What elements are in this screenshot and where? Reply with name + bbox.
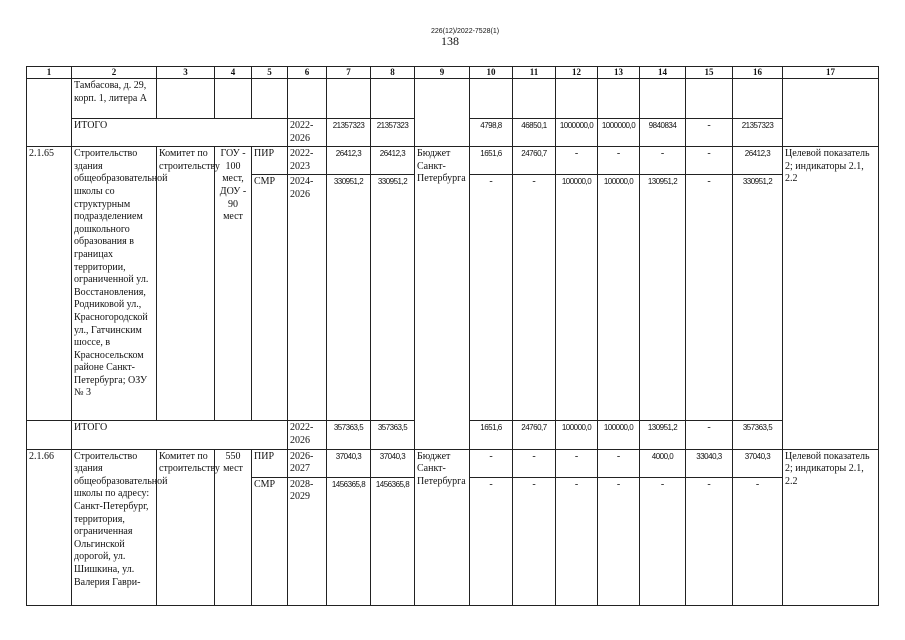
table-cell [598,79,640,119]
table-cell [215,79,252,119]
amount-cell: - [686,477,733,605]
amount-cell: 4798,8 [470,119,513,147]
amount-cell: 130951,2 [640,421,686,449]
amount-cell: - [470,477,513,605]
column-header: 11 [513,67,556,79]
column-header: 16 [733,67,783,79]
column-header: 7 [327,67,371,79]
period-cell: 2024-2026 [288,175,327,421]
amount-cell: 1651,6 [470,421,513,449]
total-label: ИТОГО [72,421,288,449]
table-cell [415,79,470,119]
period-cell: 2022-2023 [288,147,327,175]
amount-cell: 100000,0 [598,421,640,449]
amount-cell: 37040,3 [327,449,371,477]
amount-cell: 46850,1 [513,119,556,147]
amount-cell: 357363,5 [371,421,415,449]
table-cell [415,119,470,147]
amount-cell: - [598,449,640,477]
work-type-cell: ПИР [252,449,288,477]
amount-cell: 33040,3 [686,449,733,477]
amount-cell: 330951,2 [733,175,783,421]
amount-cell: 26412,3 [327,147,371,175]
amount-cell: - [513,477,556,605]
indicator-cell: Целевой показатель 2; индикаторы 2.1, 2.2 [783,147,879,449]
amount-cell: 1456365,8 [371,477,415,605]
amount-cell: - [513,449,556,477]
amount-cell: 1000000,0 [598,119,640,147]
amount-cell: 21357323 [371,119,415,147]
amount-cell: - [470,175,513,421]
table-cell [27,119,72,147]
column-header: 8 [371,67,415,79]
document-reference: 226(12)/2022-7528(1) [430,28,500,35]
amount-cell: 26412,3 [371,147,415,175]
amount-cell: - [513,175,556,421]
table-cell [470,79,513,119]
column-header: 6 [288,67,327,79]
amount-cell: 1000000,0 [556,119,598,147]
object-name: Строительство здания общеобразовательной школы по адресу: Санкт-Петербург, территория, ограниченная Ольгинской дорогой, ул. Шишкина, ул. Валерия Гаври- [72,449,157,605]
table-cell [288,79,327,119]
period-cell: 2022-2026 [288,421,327,449]
column-header: 5 [252,67,288,79]
amount-cell: 100000,0 [556,175,598,421]
table-cell [783,79,879,119]
item-number: 2.1.65 [27,147,72,421]
object-name: Строительство здания общеобразовательной школы со структурным подразделением дошкольного образования в границах территории, ограниченной ул. Восстановления, Родниковой ул., Красногородской ул., Гатчинским шоссе, в Красносельском районе Санкт-Петербурга; ОЗУ № 3 [72,147,157,421]
amount-cell: - [556,147,598,175]
table-cell [27,421,72,449]
amount-cell: 9840834 [640,119,686,147]
column-header: 1 [27,67,72,79]
amount-cell: - [640,147,686,175]
period-cell: 2022-2026 [288,119,327,147]
column-header: 13 [598,67,640,79]
amount-cell: 357363,5 [327,421,371,449]
amount-cell: 21357323 [327,119,371,147]
item-number: 2.1.66 [27,449,72,605]
amount-cell: - [598,147,640,175]
period-cell: 2028-2029 [288,477,327,605]
amount-cell: 21357323 [733,119,783,147]
table-cell [733,79,783,119]
amount-cell: - [686,421,733,449]
amount-cell: - [598,477,640,605]
indicator-cell: Целевой показатель 2; индикаторы 2.1, 2.2 [783,449,879,605]
capacity-cell: 550 мест [215,449,252,605]
amount-cell: - [640,477,686,605]
page-number: 138 [441,34,459,48]
period-cell: 2026-2027 [288,449,327,477]
column-header: 14 [640,67,686,79]
column-header: 4 [215,67,252,79]
customer-cell: Комитет по строительству [157,449,215,605]
amount-cell: - [686,147,733,175]
amount-cell: - [470,449,513,477]
total-label: ИТОГО [72,119,288,147]
amount-cell: 4000,0 [640,449,686,477]
amount-cell: - [733,477,783,605]
column-header: 10 [470,67,513,79]
table-cell [556,79,598,119]
work-type-cell: СМР [252,175,288,421]
table-row [27,79,879,119]
work-type-cell: ПИР [252,147,288,175]
amount-cell: 37040,3 [371,449,415,477]
program-table [26,66,879,606]
table-cell [27,79,72,119]
amount-cell: 357363,5 [733,421,783,449]
amount-cell: 37040,3 [733,449,783,477]
table-cell [371,79,415,119]
column-header: 15 [686,67,733,79]
amount-cell: - [686,119,733,147]
funding-source-cell: Бюджет Санкт-Петербурга [415,449,470,605]
table-cell [252,79,288,119]
funding-source-cell: Бюджет Санкт-Петербурга [415,147,470,449]
column-number-row [27,67,879,79]
work-type-cell: СМР [252,477,288,605]
object-name-tail: Тамбасова, д. 29, корп. 1, литера А [72,79,157,119]
column-header: 12 [556,67,598,79]
amount-cell: 330951,2 [371,175,415,421]
total-row [27,119,879,147]
column-header: 17 [783,67,879,79]
amount-cell: 130951,2 [640,175,686,421]
amount-cell: 26412,3 [733,147,783,175]
table-cell [686,79,733,119]
customer-cell: Комитет по строительству [157,147,215,421]
amount-cell: 100000,0 [556,421,598,449]
amount-cell: - [556,449,598,477]
amount-cell: 1456365,8 [327,477,371,605]
table-cell [327,79,371,119]
column-header: 9 [415,67,470,79]
column-header: 2 [72,67,157,79]
table-cell [640,79,686,119]
table-row [27,449,879,477]
column-header: 3 [157,67,215,79]
table-row [27,147,879,175]
amount-cell: - [556,477,598,605]
amount-cell: - [686,175,733,421]
amount-cell: 1651,6 [470,147,513,175]
amount-cell: 24760,7 [513,421,556,449]
table-cell [157,79,215,119]
table-cell [783,119,879,147]
table-cell [513,79,556,119]
amount-cell: 330951,2 [327,175,371,421]
amount-cell: 24760,7 [513,147,556,175]
capacity-cell: ГОУ - 100 мест, ДОУ - 90 мест [215,147,252,421]
amount-cell: 100000,0 [598,175,640,421]
